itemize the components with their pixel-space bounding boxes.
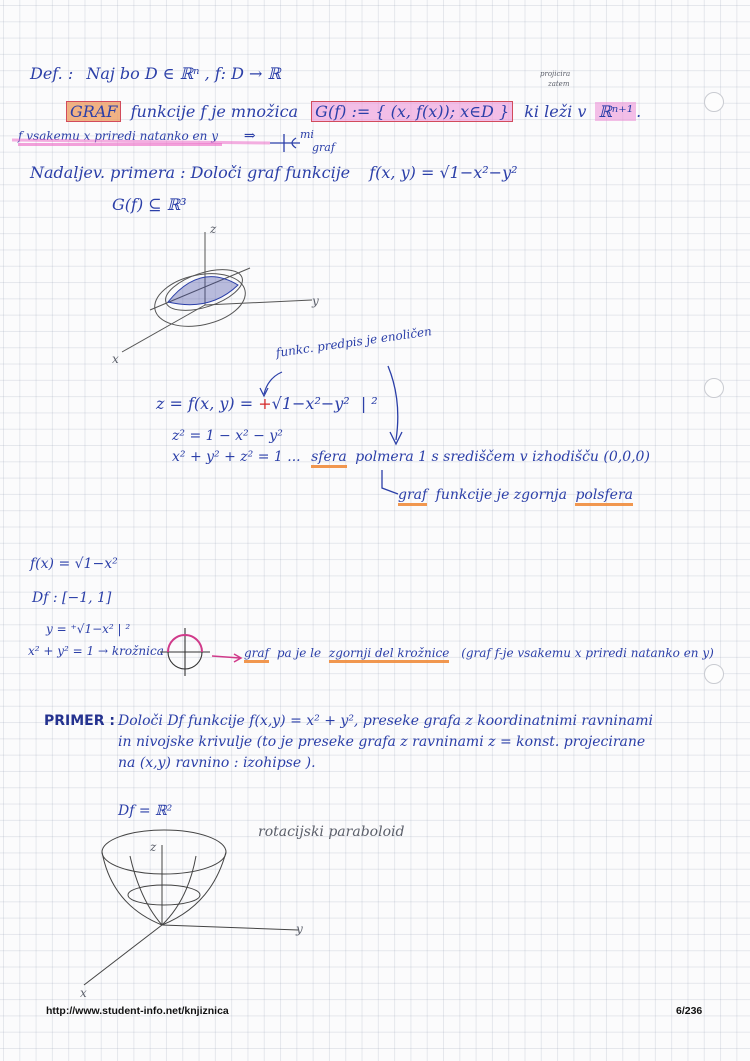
paraboloid-x-label: x xyxy=(80,986,87,1000)
funkc-note: funkc. predpis je enoličen xyxy=(275,324,433,360)
circle-sketch xyxy=(160,628,210,676)
sketch1-y-label: y xyxy=(312,294,319,308)
paraboloid-df: Df = ℝ² xyxy=(118,803,173,819)
graf-set-highlight: G(f) := { (x, f(x)); x∈D } xyxy=(311,101,513,122)
comment-zgornji: zgornji del krožnice xyxy=(329,646,449,663)
paraboloid-z-label: z xyxy=(150,840,157,854)
graf-text2: ki leži v xyxy=(524,102,587,121)
sketch1-z-label: z xyxy=(210,222,217,236)
implies-arrow: ⇒ xyxy=(243,128,256,144)
mi-label: mi xyxy=(300,128,314,141)
sfera-word: sfera xyxy=(311,449,347,468)
graf-space: ℝⁿ⁺¹ xyxy=(595,102,636,121)
sphere-eq3: x² + y² + z² = 1 ... xyxy=(172,449,301,465)
graph-subset: G(f) ⊆ ℝ³ xyxy=(112,195,187,214)
sphere-arrow xyxy=(388,366,398,440)
graph-symbol-icon xyxy=(270,134,300,152)
sphere-eq3-rest: polmera 1 s središčem v izhodišču (0,0,0) xyxy=(355,449,650,465)
primer-line1: Določi Df funkcije f(x,y) = x² + y², preseke grafa z koordinatnimi ravninami xyxy=(118,713,653,729)
pink-note-text: f vsakemu x priredi natanko en y xyxy=(18,129,222,146)
paraboloid-sketch xyxy=(84,830,298,985)
primer-line2: in nivojske krivulje (to je preseke grafa z ravninami z = konst. projecirane xyxy=(118,734,646,750)
conclusion-graf: graf xyxy=(398,487,427,506)
comment-mid: pa je le xyxy=(276,646,322,660)
pink-underline xyxy=(12,140,270,143)
graf-text1: funkcije f je množica xyxy=(130,102,299,121)
comment-graf: graf xyxy=(244,646,269,663)
def-text: Naj bo D ∈ ℝⁿ , f: D → ℝ xyxy=(86,64,281,83)
circle-df: Df : [−1, 1] xyxy=(32,590,112,606)
projicira-note: projicira xyxy=(540,70,571,78)
sphere-eq1-plus: + xyxy=(258,394,272,413)
circle-eq-y: y = ⁺√1−x² | ² xyxy=(46,622,131,636)
footer-page-number: 6/236 xyxy=(676,1005,703,1017)
graf-small-label: graf xyxy=(312,141,335,154)
sphere-eq1-root: √1−x²−y² xyxy=(271,394,350,413)
graf-highlight: GRAF xyxy=(66,101,121,122)
graf-end: . xyxy=(636,102,642,121)
paraboloid-y-label: y xyxy=(296,922,303,936)
circle-fx: f(x) = √1−x² xyxy=(30,556,118,572)
conclusion-arrow xyxy=(382,470,398,494)
sphere-eq1-lhs: z = f(x, y) = xyxy=(156,394,259,413)
footer-url[interactable]: http://www.student-info.net/knjiznica xyxy=(46,1005,229,1017)
nadaljevanje-text: Nadaljev. primera : Določi graf funkcije xyxy=(30,163,351,182)
conclusion-end: polsfera xyxy=(575,487,633,506)
primer-line3: na (x,y) ravnino : izohipse ). xyxy=(118,755,316,771)
comment-paren: (graf f-je vsakemu x priredi natanko en y) xyxy=(461,646,714,660)
conclusion-mid: funkcije je zgornja xyxy=(435,487,567,503)
nadaljevanje-formula: f(x, y) = √1−x²−y² xyxy=(369,163,518,182)
zatem-note: zatem xyxy=(548,80,570,88)
circle-arrow xyxy=(212,656,240,658)
circle-eq: x² + y² = 1 → krožnica xyxy=(28,644,164,658)
sphere-eq2: z² = 1 − x² − y² xyxy=(172,428,283,444)
def-label: Def. : xyxy=(30,64,74,83)
sphere-eq1-power: | ² xyxy=(360,394,378,413)
hemisphere-sketch xyxy=(122,232,312,352)
sketch1-x-label: x xyxy=(112,352,119,366)
primer-label: PRIMER : xyxy=(44,713,115,729)
paraboloid-label: rotacijski paraboloid xyxy=(258,824,405,840)
